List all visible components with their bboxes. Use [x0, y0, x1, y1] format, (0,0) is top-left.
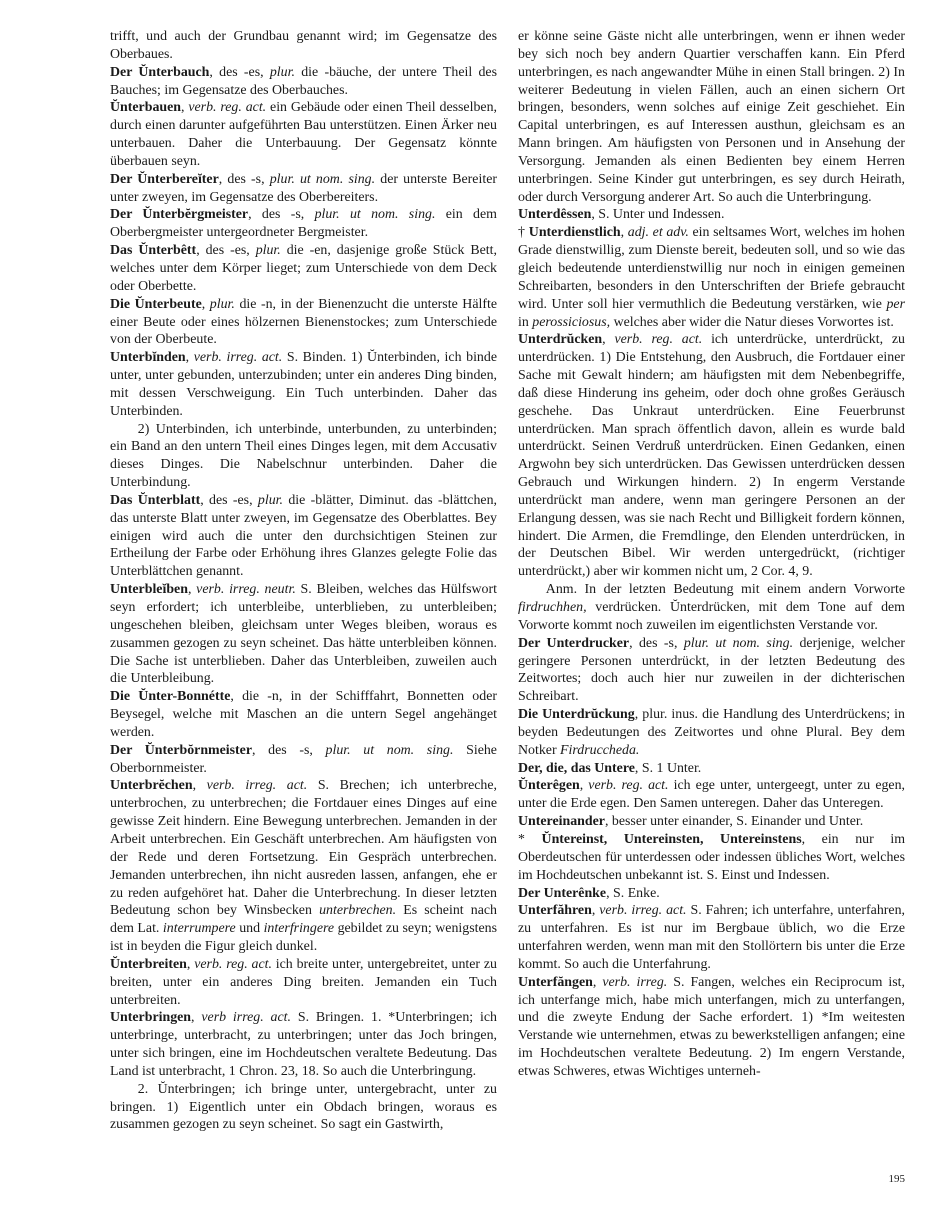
entry-text: und — [235, 921, 264, 937]
dictionary-entry — [518, 974, 905, 1081]
entry-text: 2. Ŭnterbringen; ich bringe unter, untergebracht, unter zu bringen. 1) Eigentlich unter ein Obdach bringen, woraus es zusammen gezogen zu seyn scheinet. So sagt ein Gastwirth, — [110, 1081, 497, 1133]
entry-text: welches aber wider die Natur dieses Vorwortes ist. — [610, 314, 894, 330]
entry-text: , — [185, 350, 194, 366]
entry-text: trifft, und auch der Grundbau genannt wird; im Gegensatze des Oberbaues. — [110, 29, 497, 62]
entry-text: in — [518, 314, 533, 330]
entry-text: die -en, dasjenige große Stück Bett, welches unter dem Körper lieget; zum Unterschiede von dem Deck oder Oberbette. — [110, 243, 497, 294]
entry-text: , — [602, 332, 615, 348]
headword: Unterbĭnden — [110, 350, 186, 366]
headword: Unterdienstlich — [528, 225, 621, 241]
italic-text: plur. ut nom. sing. — [314, 207, 436, 223]
italic-text: verb. reg. act. — [188, 100, 267, 116]
dictionary-entry — [110, 956, 497, 1010]
italic-text: verb. irreg. act. — [193, 350, 283, 366]
dictionary-entry — [110, 777, 497, 955]
headword: Unterbringen — [110, 1010, 192, 1026]
headword: Ŭnterbauen — [110, 100, 181, 116]
italic-text: plur. — [255, 243, 281, 259]
entry-text: * — [518, 831, 542, 847]
italic-text: verb. reg. act. — [614, 332, 703, 348]
entry-text: , S. Unter und Indessen. — [591, 207, 725, 223]
dictionary-entry — [110, 64, 497, 100]
italic-text: verb. irreg. neutr. — [196, 582, 296, 598]
entry-text: , des -es, — [209, 64, 270, 80]
italic-text: plur. — [269, 64, 295, 80]
entry-text: , S. 1 Unter. — [634, 760, 702, 776]
dictionary-entry — [110, 28, 497, 64]
italic-text: plur. — [257, 492, 283, 508]
headword: Unterfăhren — [518, 903, 592, 919]
dictionary-entry — [110, 1081, 497, 1135]
headword: Unterdêssen — [518, 207, 592, 223]
dictionary-entry — [110, 171, 497, 207]
dictionary-entry — [518, 581, 905, 635]
headword: Unterbleĭben — [110, 582, 188, 598]
entry-text: S. Bleiben, welches das Hülfswort seyn erfordert; ich unterbleibe, unterblieben, zu unterbleiben; ungeschehen bleiben, gleichsam unter Weges bleiben, woraus es zusammen gezogen zu seyn scheinet. Das hätte unterbleiben können. Die Sache ist unterblieben. Daher das Unterbleiben, zuweilen auch die Unterbleibung. — [110, 582, 497, 687]
headword: Die Ŭnterbeute — [110, 296, 202, 312]
italic-text: adj. et adv. — [627, 225, 689, 241]
italic-text: verb. irreg. act. — [206, 778, 308, 794]
dictionary-entry — [110, 688, 497, 742]
entry-text: , — [592, 974, 603, 990]
entry-text: , — [591, 903, 600, 919]
entry-text: die -bäuche, der untere Theil des Bauches; im Gegensatze des Oberbauches. — [110, 64, 497, 98]
italic-text: firdruchhen, — [518, 600, 587, 615]
entry-text: die -n, in der Bienenzucht die unterste Hälfte einer Beute oder eines hölzernen Bienenstockes; zum Unterschiede von der Oberbeute. — [110, 296, 497, 348]
italic-text: verb. reg. act. — [194, 956, 272, 972]
entry-text: ich ege unter, untergeegt, unter zu egen, unter die Erde egen. Den Samen unteregen. Daher das Unteregen. — [518, 778, 906, 812]
entry-text: die -blätter, Diminut. das -blättchen, das unterste Blatt unter zweyen, im Gegensatze des Oberblattes. Bey einigen wird auch die unter den durchsichtigen Steinen zur Ertheilung der Farbe oder Erhöhung ihres Glanzes gelegte Folie das Unterblättchen genannt. — [110, 492, 497, 580]
headword: Der Unterênke — [518, 885, 607, 901]
entry-text: , des -s, — [252, 742, 326, 758]
headword: Das Ŭnterbêtt — [110, 243, 197, 259]
entry-text: S. Brechen; ich unterbreche, unterbrochen, zu unterbrechen; die Fortdauer eines Dinges auf eine gewisse Zeit hindern. Eine Bewegung unterbrechen. Jemanden in der Arbeit unterbrechen. Ein Geschäft unterbrechen. Am häufigsten von der Rede und deren Fortsetzung. Ein Gespräch unterbrechen. Jemanden unterbrechen, ihn nicht ausreden lassen, anfangen, ehe er zu reden aufgehöret hat. Daher die Unterbrechung. In dieser letzten Bedeutung schon bey Winsbecken — [110, 778, 497, 919]
dictionary-entry — [518, 206, 905, 224]
entry-text: ein Gebäude oder einen Theil desselben, durch einen darunter aufgeführten Bau unterstützen. Einen Ärker neu unterbauen. Daher die Unterbauung. Der Gegensatz könnte überbauen seyn. — [110, 100, 497, 169]
italic-text: per — [886, 296, 905, 312]
entry-text: ein seltsames Wort, welches im hohen Grade dienstwillig, zum Dienste bereit, bedeuten soll, und so wie das gleich bedeutende unterdienstwillig nur noch in einigen gemeinen Schreibarten, besonders in den Unterschriften der Briefe gebraucht wird. Unter soll hier vermuthlich die Bedeutung verstärken, wie — [518, 225, 905, 312]
entry-text: Es scheint nach dem Lat. — [110, 903, 497, 937]
dictionary-entry — [518, 902, 905, 973]
dictionary-entry — [518, 831, 905, 885]
headword: Der Ŭnterbŏrnmeister — [110, 742, 253, 758]
entry-text: , — [187, 582, 197, 598]
entry-text: verdrücken. Ŭnterdrücken, mit dem Tone auf dem Vorworte kommt noch zuweilen im eigentlichsten Verstande vor. — [518, 600, 905, 633]
headword: Untereinander — [518, 814, 605, 830]
headword: Unterdrŭcken — [518, 332, 603, 348]
dictionary-entry — [518, 224, 905, 331]
entry-text: ein dem Oberbergmeister untergeordneter Bergmeister. — [110, 207, 497, 241]
left-column — [110, 28, 497, 1134]
italic-text: unterbrechen. — [319, 903, 397, 919]
italic-text: verb irreg. act. — [201, 1010, 291, 1026]
entry-text: , — [191, 1010, 202, 1026]
headword: Der Unterdrucker — [518, 635, 630, 651]
entry-text: S. Bringen. 1. *Unterbringen; ich unterbringe, unterbracht, zu unterbringen; unter das Joch bringen, unter sich bringen, eine im Hochdeutschen veraltete Bedeutung. Das Land ist unterbracht, 1 Chron. 23, 18. So auch die Unterbringung. — [110, 1010, 497, 1079]
headword: Das Ŭnterblatt — [110, 492, 201, 508]
dictionary-entry — [110, 492, 497, 581]
italic-text: interrumpere — [162, 921, 236, 937]
headword: Ŭnterêgen — [518, 778, 580, 794]
dictionary-entry — [110, 581, 497, 688]
entry-text: , — [192, 778, 207, 794]
dictionary-entry — [518, 777, 905, 813]
entry-text: , des -es, — [196, 243, 256, 259]
italic-text: plur. ut nom. sing. — [325, 742, 454, 758]
entry-text: , des -s, — [248, 207, 315, 223]
entry-text: , des -es, — [200, 492, 258, 508]
italic-text: interfringere — [263, 921, 335, 937]
dictionary-entry — [110, 296, 497, 350]
dictionary-entry — [110, 349, 497, 420]
entry-text: er könne seine Gäste nicht alle unterbringen, wenn er ihnen weder bey sich noch bey andern Quartier verschaffen kann. Ein Pferd unterbringen, es nach angewandter Mühe in einen Stall bringen. 2) In weiterer Bedeutung in vielen Fällen, auch an einen sichern Ort bringen, besonders, wenn solches auf einige Zeit geschiehet. Ein Capital unterbringen, es auf Interessen austhun, gleichsam es an Mann bringen. Am häufigsten von Personen und in Ansehung der Versorgung. Jemanden als einen Bedienten bey einem Herren unterbringen. Seine Kinder gut unterbringen, es sey durch Heirath, oder durch Versorgung anderer Art. So auch die Unterbringung. — [518, 29, 905, 205]
headword: Der Ŭnterbereĭter — [110, 171, 219, 187]
italic-text: verb. irreg. act. — [599, 903, 687, 919]
dictionary-entry — [518, 331, 905, 581]
entry-text: der unterste Bereiter unter zweyen, im Gegensatze des Oberbereiters. — [110, 171, 497, 205]
page-number: 195 — [888, 1173, 905, 1185]
dictionary-entry — [518, 28, 905, 206]
entry-text: , die -n, in der Schifffahrt, Bonnetten oder Beysegel, welche mit Maschen an die untern Segel angehänget werden. — [110, 689, 497, 740]
headword: Unterbrĕchen — [110, 778, 193, 794]
entry-text: , des -s, — [218, 171, 270, 187]
entry-text: S. Binden. 1) Ŭnterbinden, ich binde unter, unter gebunden, unterzubinden; unter ein anderes Ding binden, mit dessen Verschweigung. Ein Tuch unterbinden. Daher das Unterbinden. — [110, 350, 497, 419]
dictionary-entry — [518, 706, 905, 760]
right-column — [518, 28, 905, 1081]
italic-text: verb. irreg. — [602, 974, 668, 990]
entry-text: 2) Unterbinden, ich unterbinde, unterbunden, zu unterbinden; ein Band an den untern Theil eines Dinges legen, mit dem Accusativ dieses Dinges. Die Nabelschnur unterbinden. Daher die Unterbindung. — [110, 421, 497, 491]
entry-text: Siehe Oberbornmeister. — [110, 742, 497, 776]
entry-text: S. Fahren; ich unterfahre, unterfahren, zu unterfahren. Es ist nur im Bergbaue üblich, wo die Erze unterfahren werden, wenn man mit den Stollörtern bis unter die Erze kommt. So auch die Unterfahrung. — [518, 903, 905, 972]
entry-text: , besser unter einander, S. Einander und Unter. — [604, 814, 864, 830]
entry-text: ich breite unter, untergebreitet, unter zu breiten, unter ein anderes Ding breiten. Jemanden ein Tuch unterbreiten. — [110, 956, 497, 1008]
entry-text: , — [186, 956, 195, 972]
italic-text: plur. ut nom. sing. — [269, 171, 376, 187]
headword: Die Ŭnter-Bonnétte — [110, 689, 231, 705]
headword: Ŭnterbreiten — [110, 956, 187, 972]
headword: Die Unterdrŭckung — [518, 707, 635, 723]
entry-text: , S. Enke. — [606, 885, 660, 901]
dictionary-entry — [518, 813, 905, 831]
entry-text: S. Fangen, welches ein Reciprocum ist, ich unterfange mich, habe mich unterfangen, mich zu unterfangen, und die zweyte Endung der Sache erfordert. 1) *Im weitesten Verstande wie unternehmen, etwas zu bewerkstelligen anfangen; eine im Hochdeutschen veraltete Bedeutung. 2) Im engern Verstande, etwas Schweres, etwas Wichtiges unterneh- — [518, 974, 906, 1079]
entry-text: , plur. inus. die Handlung des Unterdrückens; in beyden Bedeutungen des Zeitwortes und ohne Plural. Bey dem Notker — [518, 707, 905, 758]
headword: Der Ŭnterbĕrgmeister — [110, 207, 249, 223]
italic-text: verb. reg. act. — [588, 778, 669, 794]
italic-text: plur. — [209, 296, 235, 312]
entry-text: gebildet zu seyn; wenigstens ist in beyden die Figur gleich dunkel. — [110, 921, 498, 955]
dictionary-entry — [518, 760, 905, 778]
headword: Der Ŭnterbauch — [110, 64, 210, 80]
dictionary-entry — [110, 206, 497, 242]
italic-text: Firdruccheda. — [560, 742, 640, 758]
dictionary-entry — [110, 421, 497, 492]
dictionary-entry — [110, 1009, 497, 1080]
dictionary-entry — [110, 242, 497, 296]
entry-text: , — [181, 100, 189, 116]
dictionary-entry — [518, 635, 905, 706]
entry-text: , — [620, 225, 628, 241]
entry-text: , — [201, 296, 210, 312]
headword: Ŭntereinst, Untereinsten, Untereinstens — [541, 831, 802, 847]
entry-text: ich unterdrücke, unterdrückt, zu unterdrücken. 1) Die Entstehung, den Ausbruch, die Fortdauer einer Sache mit Gewalt hindern; am häufigsten mit dem Nebenbegriffe, daß diese Hinderung ins geheim, oder doch ohne großes Geräusch geschehe. Das Unkraut unterdrücken. Eine Feuerbrunst unterdrücken. Man sprach öffentlich davon, allein es wurde bald unterdrückt. Seinen Verdruß unterdrücken. Einen Gedanken, einen Argwohn bey sich unterdrücken. Das Gewissen unterdrücken dessen Gebrauch und Wirkungen hindern. 2) In engerm Verstande unterdrückt man andere, wenn man geringere Personen an der Erlangung dessen, was sie nach Recht und Billigkeit fordern können, hindert. Die Armen, die Fremdlinge, den Elenden unterdrücken, in der Deutschen Bibel. Wir werden untergedrückt, (richtiger unterdrückt,) aber wir kommen nicht um, 2 Cor. 4, 9. — [518, 332, 905, 580]
entry-text: † — [518, 225, 529, 241]
headword: Unterfăngen — [518, 974, 593, 990]
dictionary-entry — [110, 742, 497, 778]
entry-text: Anm. In der letzten Bedeutung mit einem andern Vorworte — [545, 582, 905, 598]
italic-text: plur. ut nom. sing. — [683, 635, 794, 651]
headword: Der, die, das Untere — [518, 760, 635, 776]
entry-text: , — [579, 778, 589, 794]
italic-text: perossiciosus, — [532, 314, 611, 330]
dictionary-entry — [518, 885, 905, 903]
entry-text: derjenige, welcher geringere Personen unterdrückt, in der letzten Bedeutung des Zeitwortes; doch auch hier nur zuweilen in der dichterischen Schreibart. — [518, 635, 905, 705]
entry-text: , des -s, — [629, 635, 684, 651]
dictionary-entry — [110, 99, 497, 170]
entry-text: , ein nur im Oberdeutschen für unterdessen oder indessen übliches Wort, welches im Hochdeutschen unbekannt ist. S. Einst und Indessen. — [518, 831, 905, 883]
